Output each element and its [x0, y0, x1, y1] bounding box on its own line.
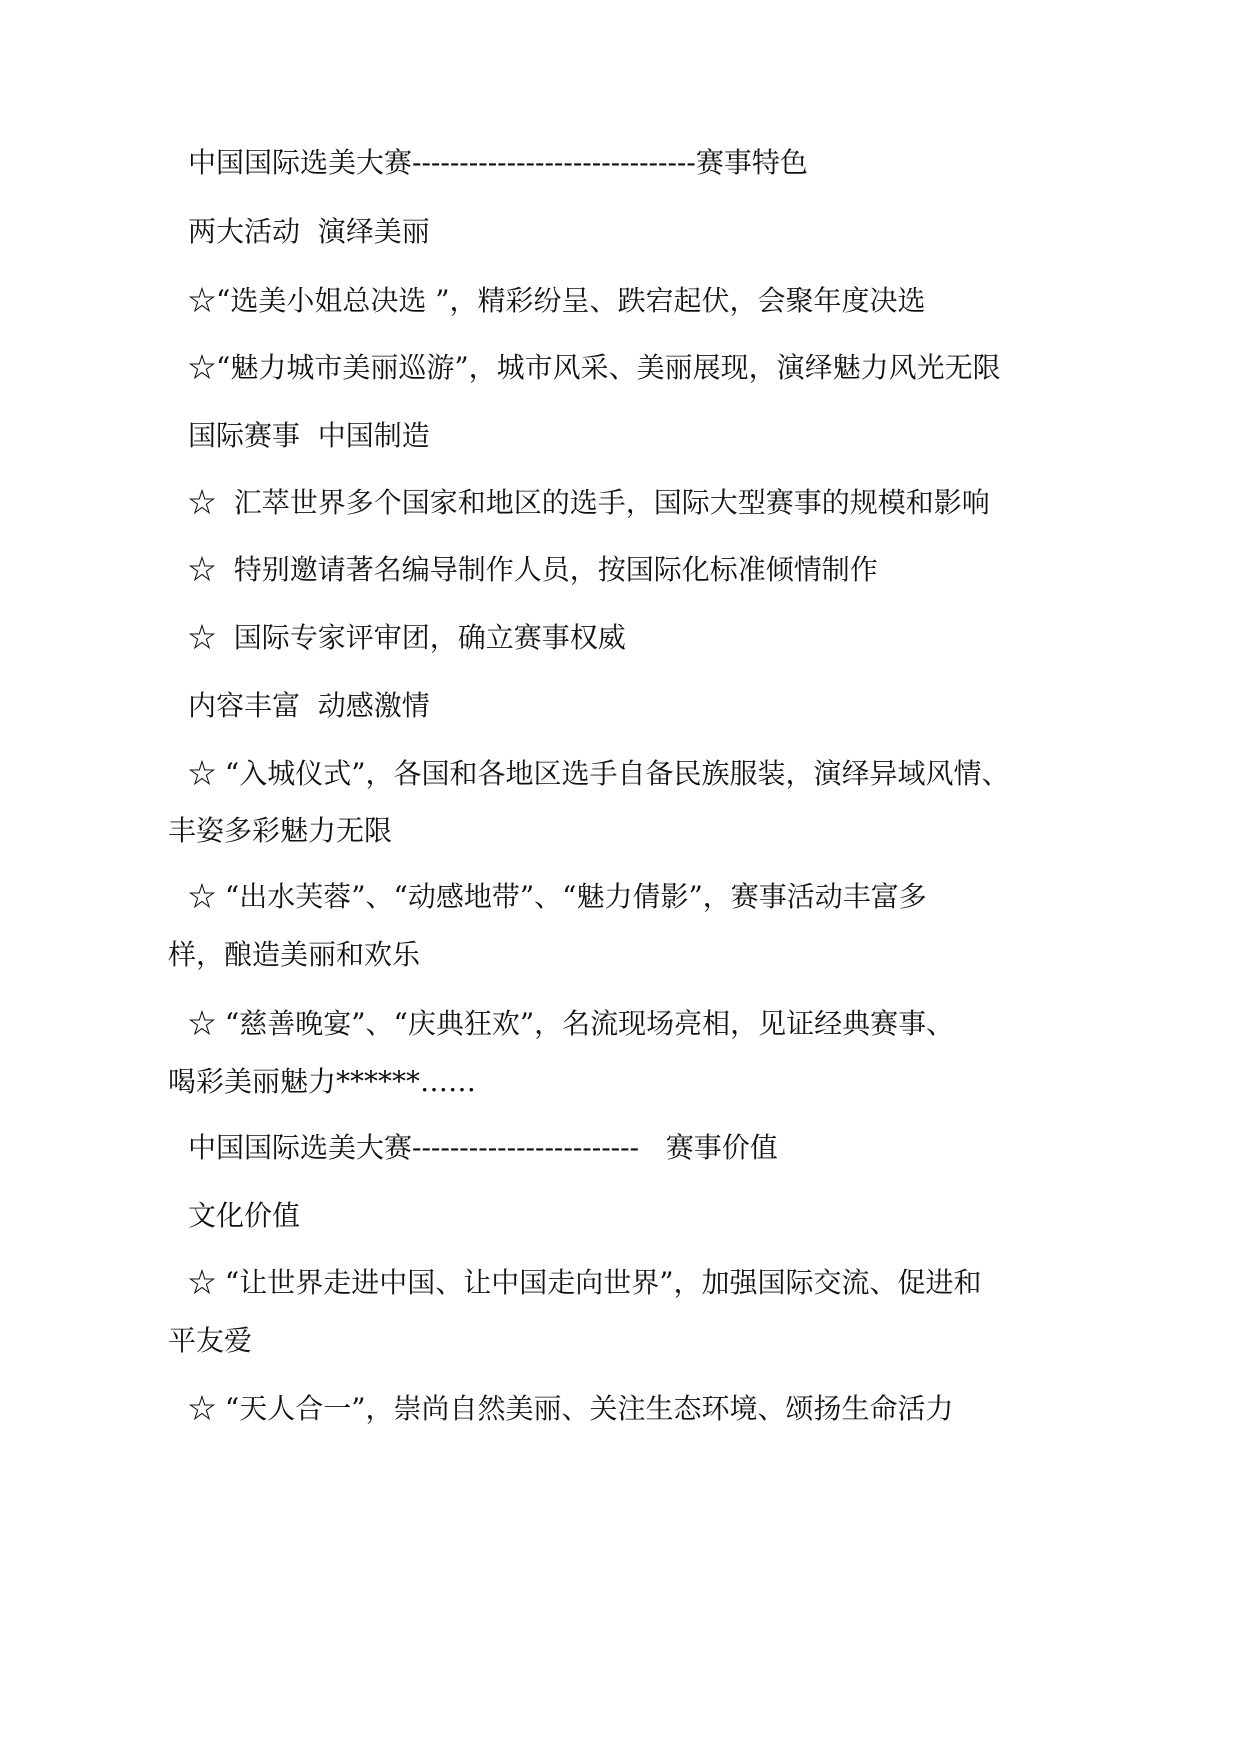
subheading-rich-content: 内容丰富 动感激情 [188, 689, 430, 722]
bullet-line: ☆ “慈善晚宴”、“庆典狂欢”，名流现场亮相，见证经典赛事、 [188, 1007, 955, 1040]
bullet-line: ☆ “入城仪式”，各国和各地区选手自备民族服装，演绎异域风情、 [188, 757, 1010, 790]
bullet-line: ☆ “出水芙蓉”、“动感地带”、“魅力倩影”，赛事活动丰富多 [188, 880, 927, 913]
bullet-line: ☆ 汇萃世界多个国家和地区的选手，国际大型赛事的规模和影响 [188, 486, 990, 519]
subheading-international: 国际赛事 中国制造 [188, 419, 430, 452]
bullet-line: ☆ 国际专家评审团，确立赛事权威 [188, 621, 626, 654]
bullet-continuation: 丰姿多彩魅力无限 [168, 814, 393, 847]
bullet-line: ☆ “让世界走进中国、让中国走向世界”，加强国际交流、促进和 [188, 1266, 982, 1299]
subheading-cultural-value: 文化价值 [188, 1199, 301, 1232]
bullet-continuation: 样，酿造美丽和欢乐 [168, 938, 421, 971]
bullet-line: ☆“选美小姐总决选 ”，精彩纷呈、跌宕起伏，会聚年度决选 [188, 284, 926, 317]
bullet-line: ☆ “天人合一”，崇尚自然美丽、关注生态环境、颂扬生命活力 [188, 1392, 954, 1425]
bullet-continuation: 喝彩美丽魅力******…… [168, 1065, 477, 1098]
bullet-line: ☆“魅力城市美丽巡游”，城市风采、美丽展现，演绎魅力风光无限 [188, 351, 1001, 384]
bullet-continuation: 平友爱 [168, 1324, 253, 1357]
section-heading-features: 中国国际选美大赛------------------------------赛事特色 [188, 146, 808, 179]
subheading-two-activities: 两大活动 演绎美丽 [188, 215, 430, 248]
section-heading-value: 中国国际选美大赛------------------------ 赛事价值 [188, 1131, 778, 1164]
bullet-line: ☆ 特别邀请著名编导制作人员，按国际化标准倾情制作 [188, 553, 878, 586]
